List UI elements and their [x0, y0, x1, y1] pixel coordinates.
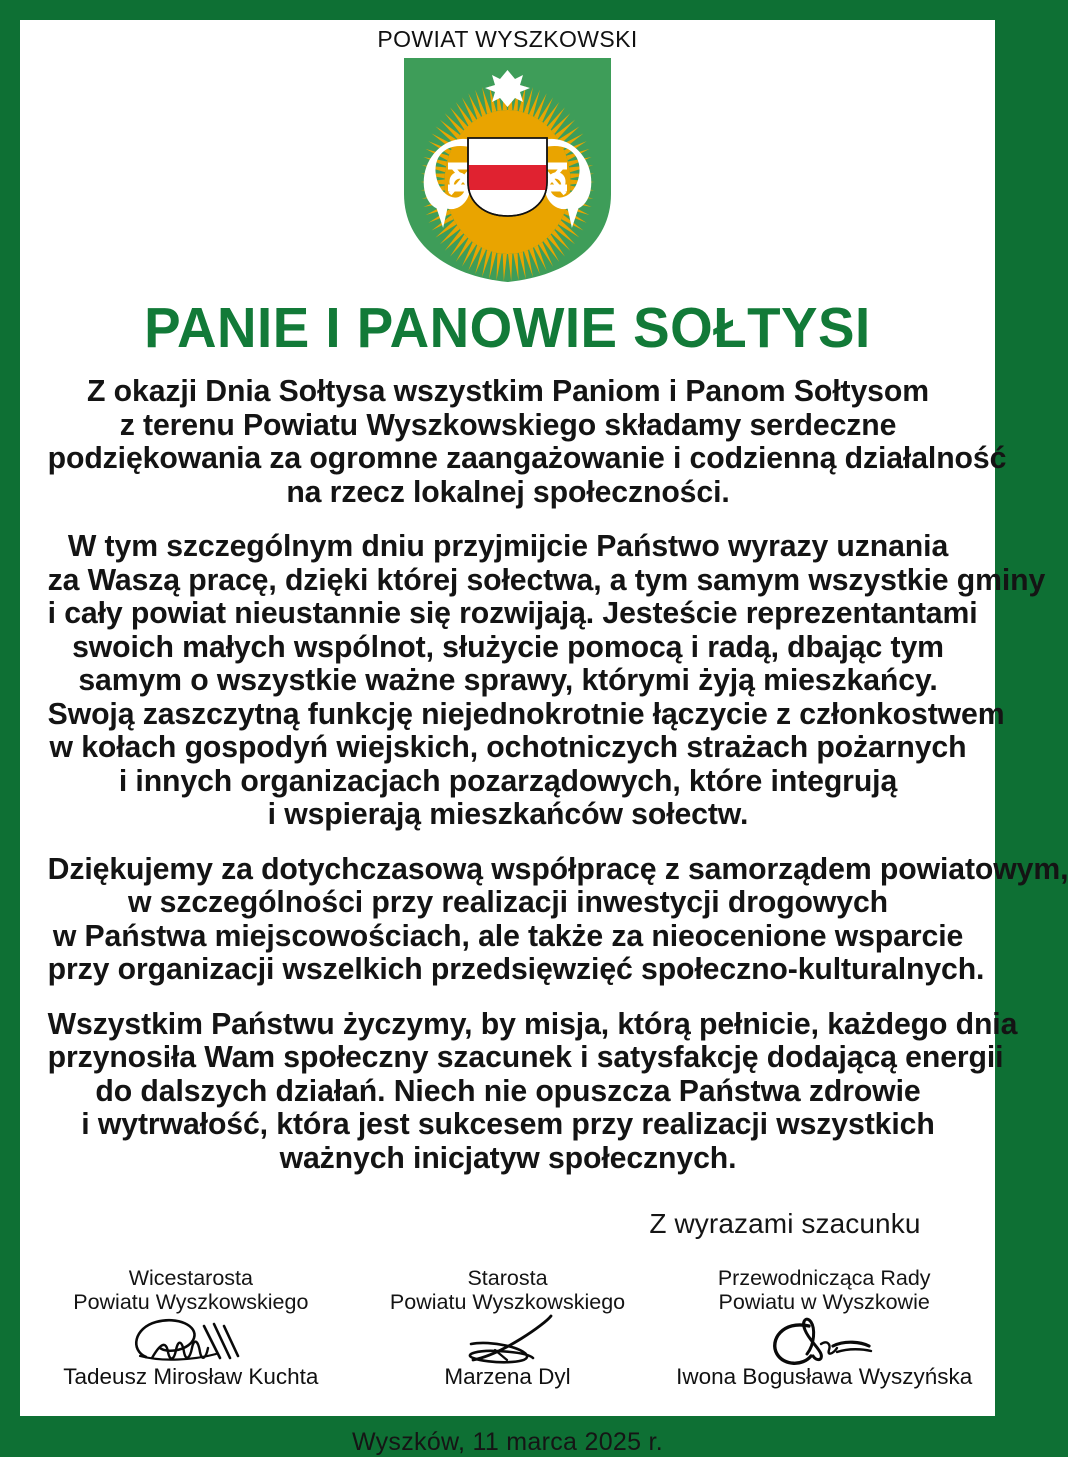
signature-role-line2: Powiatu Wyszkowskiego — [389, 1290, 626, 1314]
paragraph-line: Swoją zaszczytną funkcję niejednokrotnie łączycie z członkostwem — [47, 696, 1005, 731]
handwritten-signature-icon — [749, 1310, 899, 1372]
letter-body — [43, 363, 1068, 1196]
paragraph-line: W tym szczególnym dniu przyjmijcie Państwo wyrazy uznania — [67, 529, 948, 563]
paragraph-line: ważnych inicjatyw społecznych. — [279, 1140, 736, 1175]
paragraph-line: i cały powiat nieustannie się rozwijają. Jesteście reprezentantami — [47, 596, 978, 630]
signature-role-line1: Przewodnicząca Rady — [717, 1266, 931, 1290]
page-title: PANIE I PANOWIE SOŁTYSI — [144, 296, 871, 360]
regards-line: Z wyrazami szacunku — [649, 1208, 921, 1239]
paragraph-line: Wszystkim Państwu życzymy, by misja, którą pełnicie, każdego dnia — [47, 1006, 1017, 1041]
signature-block — [33, 1266, 983, 1390]
poster-sheet — [20, 20, 1068, 1456]
paragraph-line: w kołach gospodyń wiejskich, ochotniczych strażach pożarnych — [49, 730, 966, 764]
signature-name: Iwona Bogusława Wyszyńska — [676, 1364, 973, 1389]
handwritten-signature-icon — [116, 1310, 266, 1372]
paragraph-line: i innych organizacjach pozarządowych, które integrują — [118, 763, 897, 798]
inner-shield-icon — [466, 138, 550, 216]
paragraph-line: z terenu Powiatu Wyszkowskiego składamy serdeczne — [119, 407, 896, 442]
signature-role-line1: Wicestarosta — [128, 1266, 253, 1290]
handwritten-signature-icon — [433, 1310, 583, 1372]
crest-caption: POWIAT WYSZKOWSKI — [377, 26, 638, 52]
signature-column-przewodniczaca — [666, 1266, 983, 1390]
paragraph-line: Dziękujemy za dotychczasową współpracę z samorządem powiatowym, — [47, 851, 1068, 886]
signature-column-starosta — [349, 1266, 666, 1390]
coat-of-arms-icon — [400, 54, 615, 286]
paragraph-2 — [47, 529, 1045, 832]
red-fess — [466, 165, 550, 190]
paragraph-line: samym o wszystkie ważne sprawy, którymi żyją mieszkańcy. — [77, 663, 938, 697]
signature-role-line2: Powiatu w Wyszkowie — [718, 1290, 930, 1314]
paragraph-line: Z okazji Dnia Sołtysa wszystkim Paniom i Panom Sołtysom — [86, 374, 929, 408]
paragraph-line: i wytrwałość, która jest sukcesem przy realizacji wszystkich — [80, 1107, 935, 1141]
paragraph-line: przynosiła Wam społeczny szacunek i satysfakcję dodającą energii — [47, 1040, 1003, 1074]
paragraph-line: swoich małych wspólnot, służycie pomocą i radą, dbając tym — [71, 629, 944, 664]
paragraph-line: podziękowania za ogromne zaangażowanie i codzienną działalność — [47, 441, 1006, 475]
paragraph-line: za Waszą pracę, dzięki której sołectwa, a tym samym wszystkie gminy — [47, 562, 1045, 597]
crest-block — [377, 28, 637, 286]
signature-name: Marzena Dyl — [444, 1364, 571, 1389]
paragraph-1 — [47, 374, 1006, 509]
paragraph-4 — [47, 1006, 1017, 1176]
signature-column-wicestarosta — [33, 1266, 350, 1390]
signature-role-line2: Powiatu Wyszkowskiego — [73, 1290, 309, 1314]
paragraph-line: przy organizacji wszelkich przedsięwzięć społeczno-kulturalnych. — [47, 952, 984, 986]
paragraph-line: i wspierają mieszkańców sołectw. — [267, 797, 748, 831]
paragraph-line: w szczególności przy realizacji inwestycji drogowych — [127, 885, 888, 919]
paragraph-line: do dalszych działań. Niech nie opuszcza Państwa zdrowie — [94, 1073, 921, 1108]
paragraph-3 — [47, 851, 1068, 987]
footer-date: Wyszków, 11 marca 2025 r. — [351, 1428, 664, 1456]
signature-role-line1: Starosta — [467, 1266, 548, 1290]
paragraph-line: na rzecz lokalnej społeczności. — [285, 474, 730, 509]
paragraph-line: w Państwa miejscowościach, ale także za nieocenione wsparcie — [52, 918, 963, 953]
signature-name: Tadeusz Mirosław Kuchta — [63, 1364, 319, 1389]
